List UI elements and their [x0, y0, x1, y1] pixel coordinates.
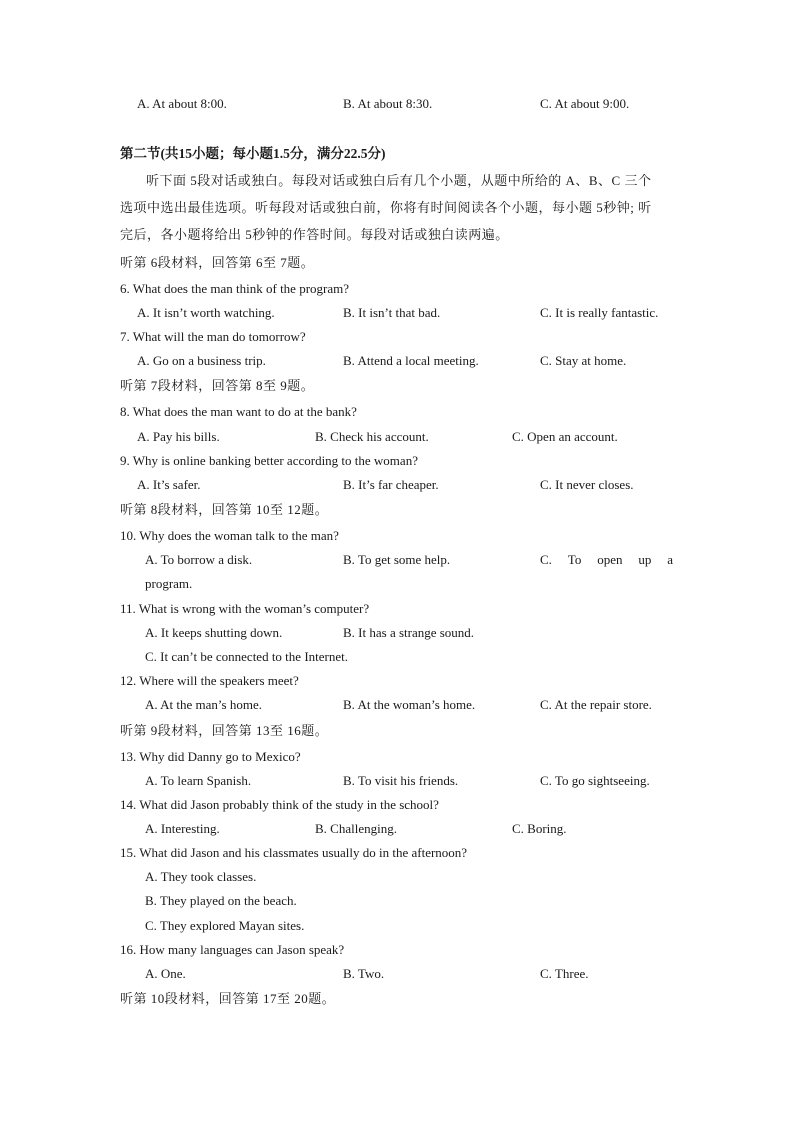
question-stem: 16. How many languages can Jason speak?	[120, 942, 345, 957]
option-c: C. To go sightseeing.	[540, 773, 650, 788]
option-b: B. To get some help.	[343, 552, 451, 567]
option-a: A. It keeps shutting down.	[145, 625, 283, 640]
option-b: B. It isn’t that bad.	[343, 305, 441, 320]
option-c: C. Stay at home.	[540, 353, 627, 368]
option-a: A. Go on a business trip.	[137, 353, 266, 368]
option-b: B. Challenging.	[315, 821, 397, 836]
instructions-line-1: 听下面 5段对话或独白。每段对话或独白后有几个小题，从题中所给的 A、B、C 三个	[146, 173, 652, 188]
option-c-word: a	[667, 552, 673, 567]
option-b: B. Two.	[343, 966, 385, 981]
option-b: B. They played on the beach.	[145, 893, 297, 908]
option-c: C. It can’t be connected to the Internet.	[145, 649, 348, 664]
material-heading: 听第 7段材料，回答第 8至 9题。	[120, 378, 315, 393]
option-c: C. It is really fantastic.	[540, 305, 659, 320]
option-c: C. It never closes.	[540, 477, 634, 492]
question-stem: 13. Why did Danny go to Mexico?	[120, 749, 301, 764]
question-stem: 7. What will the man do tomorrow?	[120, 329, 306, 344]
material-heading: 听第 8段材料，回答第 10至 12题。	[120, 502, 329, 517]
section-title: 第二节(共15小题；每小题1.5分，满分22.5分)	[120, 146, 386, 161]
option-b: B. Attend a local meeting.	[343, 353, 479, 368]
option-b: B. To visit his friends.	[343, 773, 459, 788]
material-heading: 听第 10段材料，回答第 17至 20题。	[120, 991, 336, 1006]
option-c-word: C.	[540, 552, 552, 567]
option-a: A. Interesting.	[145, 821, 220, 836]
question-stem: 6. What does the man think of the program?	[120, 281, 350, 296]
option-c-continuation: program.	[145, 576, 193, 591]
option-a: A. At about 8:00.	[137, 96, 227, 111]
option-c: C. At the repair store.	[540, 697, 652, 712]
instructions-line-2: 选项中选出最佳选项。听每段对话或独白前，你将有时间阅读各个小题，每小题 5秒钟; 听	[120, 200, 652, 215]
option-c-word: To	[567, 552, 582, 567]
option-a: A. One.	[145, 966, 186, 981]
option-b: B. It has a strange sound.	[343, 625, 475, 640]
option-b: B. Check his account.	[315, 429, 429, 444]
option-a: A. To borrow a disk.	[145, 552, 253, 567]
option-a: A. To learn Spanish.	[145, 773, 252, 788]
instructions-line-3: 完后，各小题将给出 5秒钟的作答时间。每段对话或独白读两遍。	[120, 227, 509, 242]
option-a: A. They took classes.	[145, 869, 257, 884]
option-c: C. They explored Mayan sites.	[145, 918, 305, 933]
option-c: C. Open an account.	[512, 429, 618, 444]
question-stem: 11. What is wrong with the woman’s computer?	[120, 601, 370, 616]
option-c: C. Three.	[540, 966, 589, 981]
option-a: A. Pay his bills.	[137, 429, 220, 444]
question-stem: 15. What did Jason and his classmates usually do in the afternoon?	[120, 845, 468, 860]
option-c: C. Boring.	[512, 821, 567, 836]
material-heading: 听第 9段材料，回答第 13至 16题。	[120, 723, 329, 738]
question-stem: 14. What did Jason probably think of the study in the school?	[120, 797, 439, 812]
option-c-word: up	[638, 552, 652, 567]
option-c: C. At about 9:00.	[540, 96, 630, 111]
question-stem: 12. Where will the speakers meet?	[120, 673, 299, 688]
question-stem: 10. Why does the woman talk to the man?	[120, 528, 339, 543]
question-stem: 9. Why is online banking better according to the woman?	[120, 453, 418, 468]
option-a: A. It’s safer.	[137, 477, 201, 492]
option-a: A. It isn’t worth watching.	[137, 305, 275, 320]
option-b: B. It’s far cheaper.	[343, 477, 439, 492]
option-b: B. At the woman’s home.	[343, 697, 476, 712]
option-b: B. At about 8:30.	[343, 96, 433, 111]
option-c-word: open	[597, 552, 623, 567]
option-c	[540, 552, 673, 568]
material-heading: 听第 6段材料，回答第 6至 7题。	[120, 255, 315, 270]
option-a: A. At the man’s home.	[145, 697, 262, 712]
question-stem: 8. What does the man want to do at the bank?	[120, 404, 357, 419]
